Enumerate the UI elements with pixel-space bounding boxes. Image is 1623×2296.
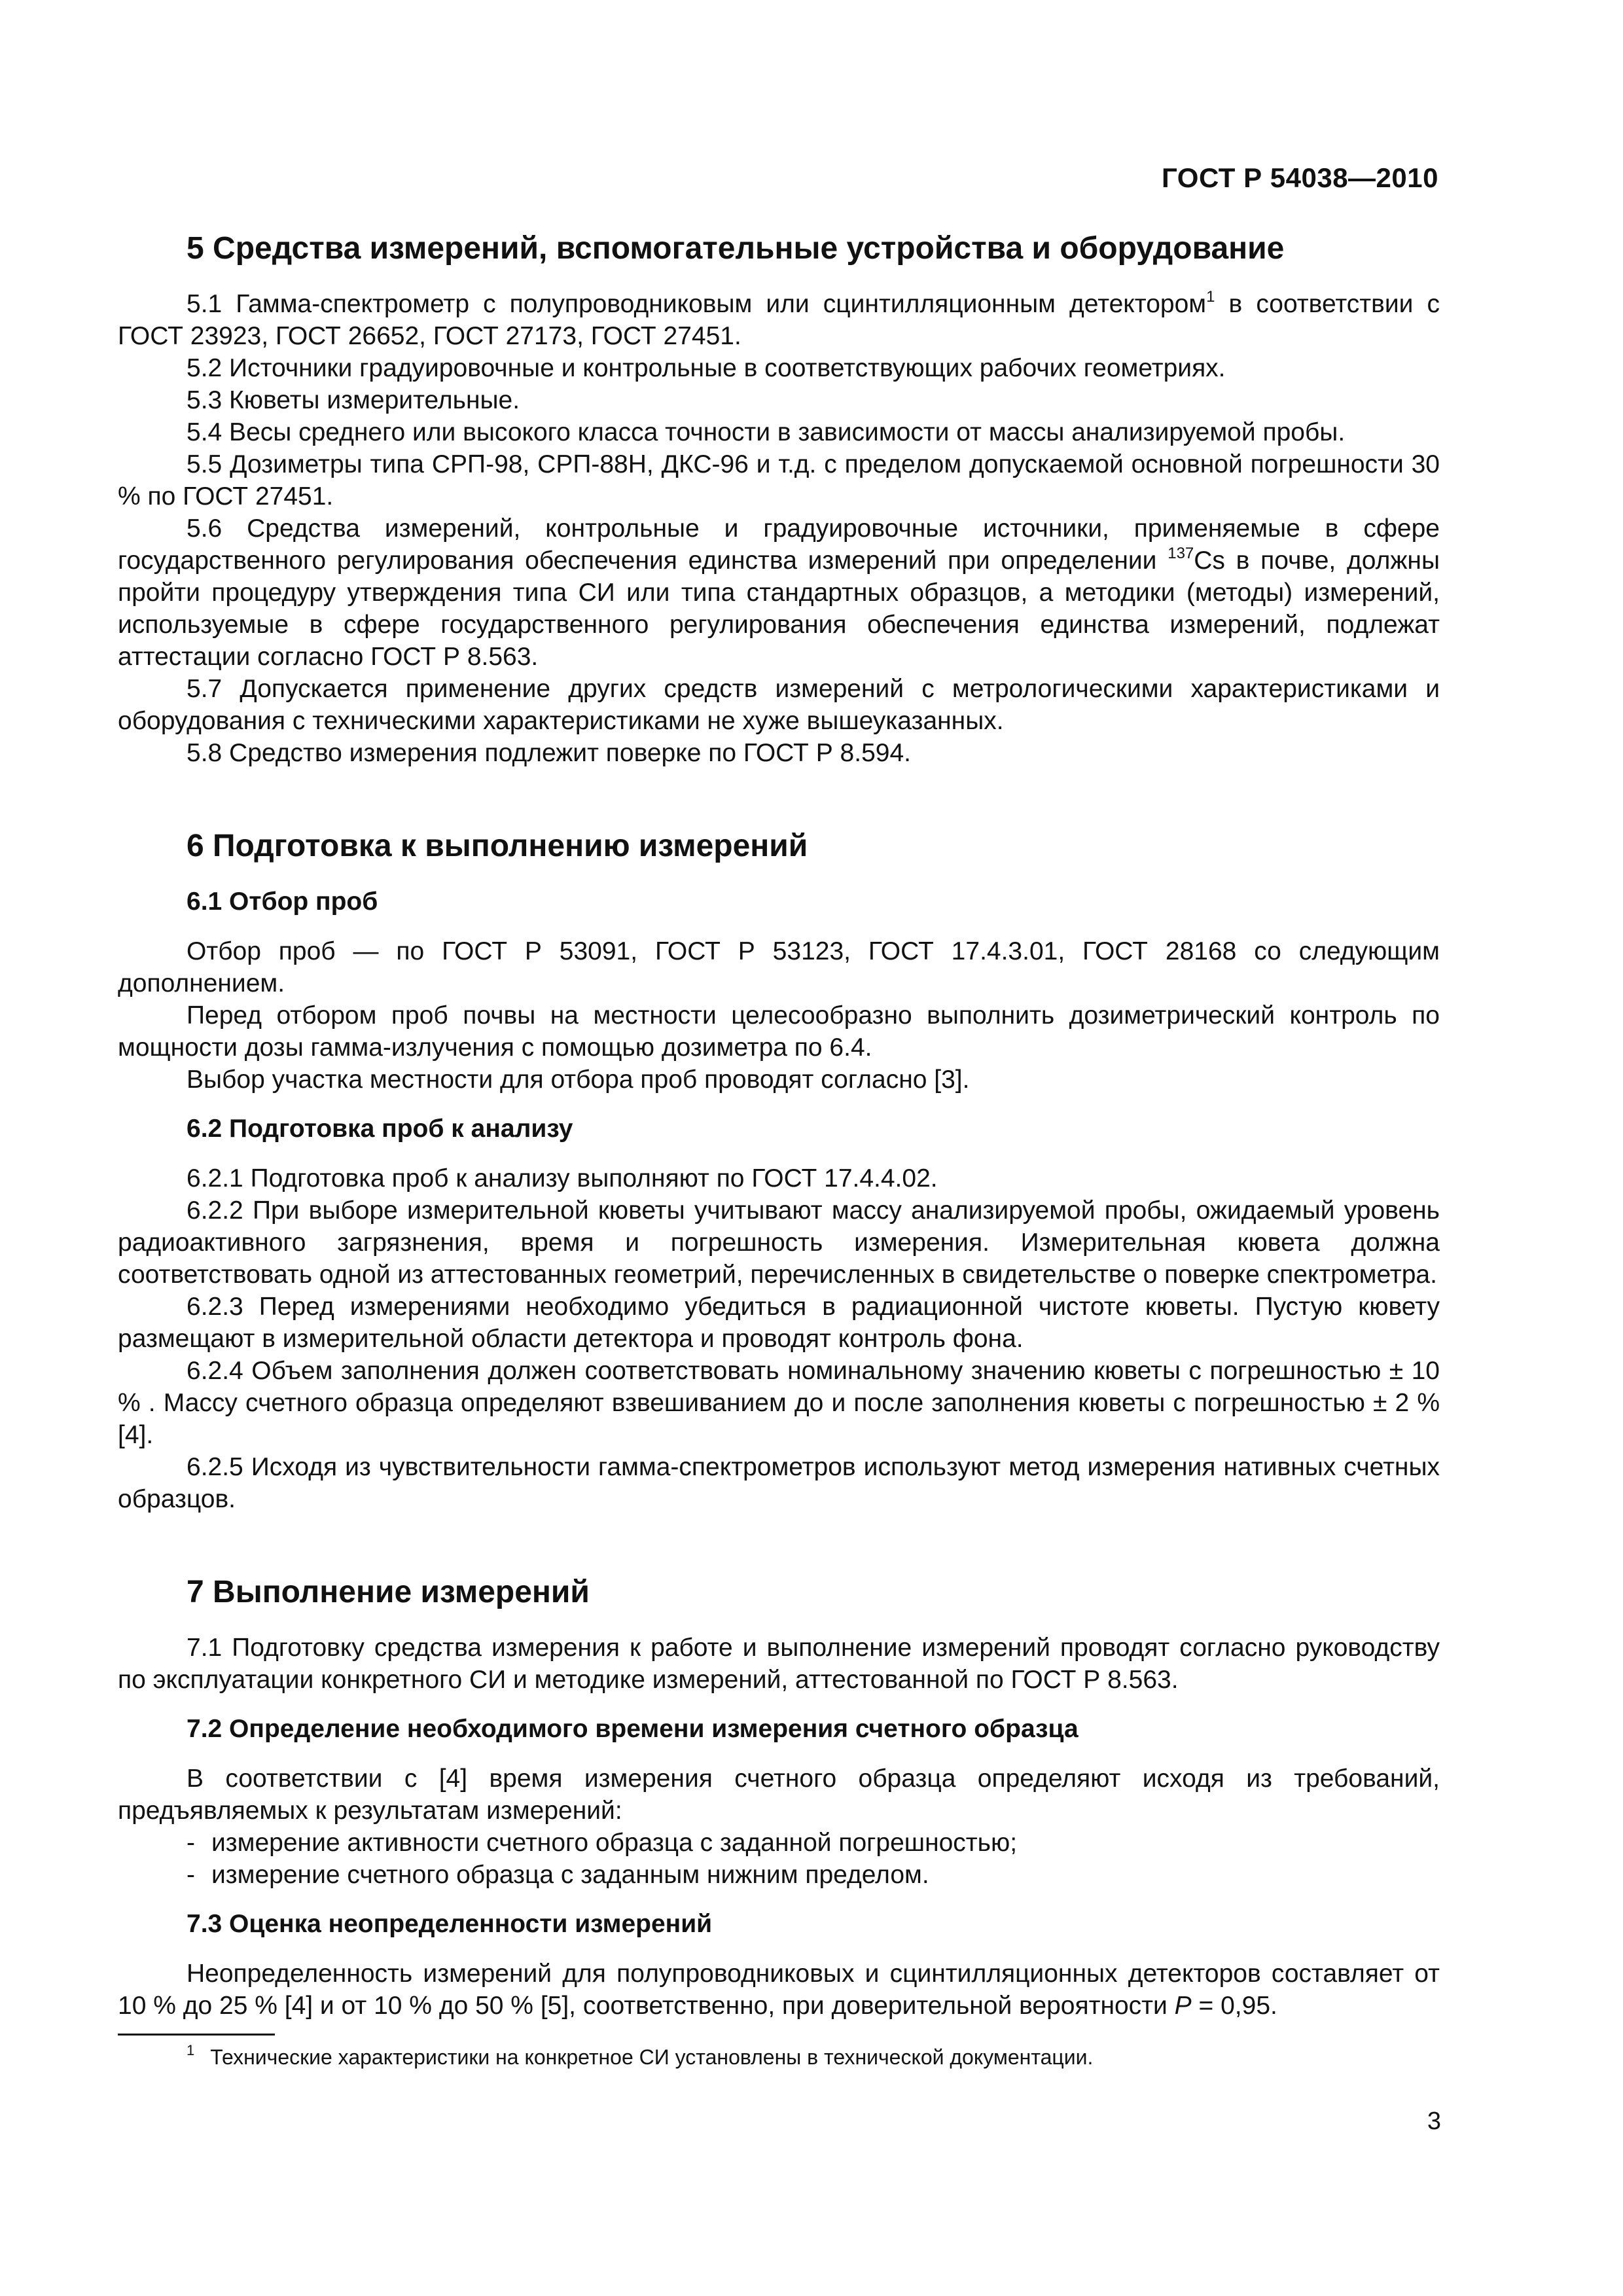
subsection-7-2-title: 7.2 Определение необходимого времени измерения счетного образца (187, 1715, 1079, 1743)
para-5-3: 5.3 Кюветы измерительные. (187, 386, 520, 414)
probability-variable: P (1174, 1992, 1192, 2020)
list-item: - измерение счетного образца с заданным нижним пределом. (118, 1859, 1440, 1891)
para-5-8: 5.8 Средство измерения подлежит поверке по ГОСТ Р 8.594. (187, 739, 911, 767)
subsection-6-2-title: 6.2 Подготовка проб к анализу (187, 1115, 573, 1143)
document-id-header: ГОСТ Р 54038—2010 (1162, 162, 1438, 193)
footnote: $^1$ Технические характеристики на конкретное СИ установлены в технической документации. (187, 2042, 1094, 2069)
para-7-1: 7.1 Подготовку средства измерения к работе и выполнение измерений проводят согласно руководству по эксплуатации конкретного СИ и методике измерений, аттестованной по ГОСТ Р 8.563. (118, 1634, 1440, 1694)
list-item: - измерение активности счетного образца с заданной погрешностью; (118, 1827, 1440, 1859)
para-7-3: Неопределенность измерений для полупроводниковых и сцинтилляционных детекторов составляет от 10 % до 25 % [4] и от 10 % до 50 % [5], соответственно, при доверительной вероятности P = 0,95. (118, 1960, 1440, 2020)
para-5-2: 5.2 Источники градуировочные и контрольные в соответствующих рабочих геометриях. (187, 354, 1226, 382)
para-5-1: 5.1 Гамма-спектрометр с полупроводниковым или сцинтилляционным детектором$^1$ в соответствии с ГОСТ 23923, ГОСТ 26652, ГОСТ 27173, ГОСТ 27451. (118, 288, 1440, 350)
section-5-title: 5 Средства измерений, вспомогательные устройства и оборудование (187, 231, 1285, 266)
para-6-1-a: Отбор проб — по ГОСТ Р 53091, ГОСТ Р 53123, ГОСТ 17.4.3.01, ГОСТ 28168 со следующим дополнением. (118, 937, 1440, 997)
section-7-title: 7 Выполнение измерений (187, 1575, 590, 1609)
list-dash: - (187, 1829, 195, 1857)
section-6-title: 6 Подготовка к выполнению измерений (187, 829, 808, 863)
para-5-7: 5.7 Допускается применение других средств измерений с метрологическими характеристиками и оборудования с техническими характеристиками не хуже вышеуказанных. (118, 675, 1440, 735)
para-6-2-1: 6.2.1 Подготовка проб к анализу выполняют по ГОСТ 17.4.4.02. (187, 1164, 938, 1193)
isotope-mass-number: 137 (1168, 545, 1194, 562)
para-6-1-b: Перед отбором проб почвы на местности целесообразно выполнить дозиметрический контроль по мощности дозы гамма-излучения с помощью дозиметра по 6.4. (118, 1001, 1440, 1062)
para-6-2-3: 6.2.3 Перед измерениями необходимо убедиться в радиационной чистоте кюветы. Пустую кювету размещают в измерительной области детектора и проводят контроль фона. (118, 1293, 1440, 1353)
para-6-2-5: 6.2.5 Исходя из чувствительности гамма-спектрометров используют метод измерения нативных счетных образцов. (118, 1453, 1440, 1513)
subsection-6-1-title: 6.1 Отбор проб (187, 888, 378, 916)
subsection-7-3-title: 7.3 Оценка неопределенности измерений (187, 1910, 713, 1938)
page-number: 3 (1427, 2108, 1441, 2135)
para-6-2-4: 6.2.4 Объем заполнения должен соответствовать номинальному значению кюветы с погрешностью ± 10 % . Массу счетного образца определяют взвешиванием до и после заполнения кюветы с погрешностью ± 2 % [4]. (118, 1357, 1440, 1449)
footnote-ref: 1 (1206, 288, 1215, 306)
list-dash: - (187, 1861, 195, 1889)
document-body (118, 229, 1440, 2072)
footnote-mark: 1 (187, 2042, 195, 2058)
para-5-4: 5.4 Весы среднего или высокого класса точности в зависимости от массы анализируемой пробы. (187, 418, 1346, 446)
footnote-separator (118, 2034, 275, 2036)
para-6-1-c: Выбор участка местности для отбора проб проводят согласно [3]. (187, 1066, 970, 1094)
para-5-6: 5.6 Средства измерений, контрольные и градуировочные источники, применяемые в сфере государственного регулирования обеспечения единства измерений при определении $^{137}$Cs в почве, должны пройти процедуру утверждения типа СИ или типа стандартных образцов, а методики (методы) измерений, используемые в сфере государственного регулирования обеспечения единства измерений, подлежат аттестации согласно ГОСТ Р 8.563. (118, 514, 1440, 671)
para-7-2: В соответствии с [4] время измерения счетного образца определяют исходя из требований, предъявляемых к результатам измерений: (118, 1765, 1440, 1825)
para-5-5: 5.5 Дозиметры типа СРП-98, СРП-88Н, ДКС-96 и т.д. с пределом допускаемой основной погрешности 30 % по ГОСТ 27451. (118, 450, 1440, 511)
para-6-2-2: 6.2.2 При выборе измерительной кюветы учитывают массу анализируемой пробы, ожидаемый уровень радиоактивного загрязнения, время и погрешность измерения. Измерительная кювета должна соответствовать одной из аттестованных геометрий, перечисленных в свидетельстве о поверке спектрометра. (118, 1196, 1440, 1289)
